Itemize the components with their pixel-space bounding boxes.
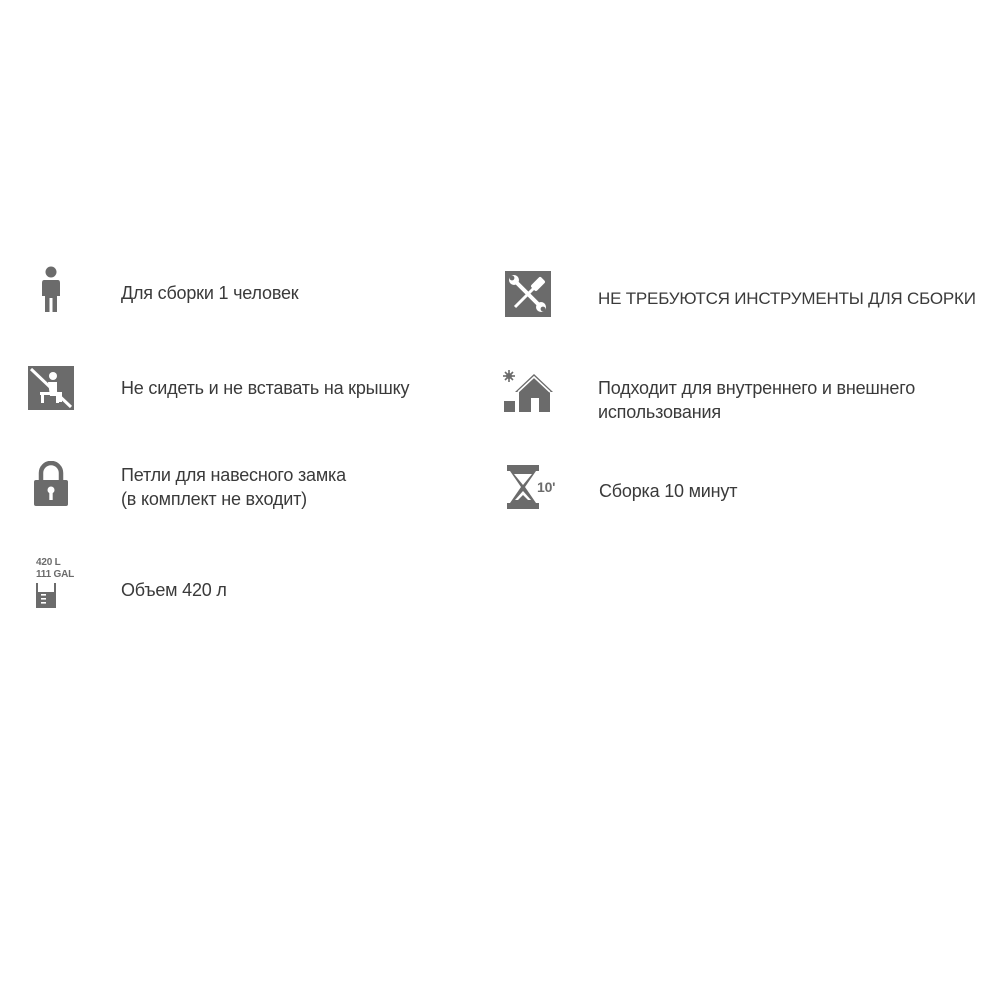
hourglass-minutes-value: 10' [537,479,556,495]
volume-liters-value: 420 L [36,557,61,568]
feature-no-sitting-text: Не сидеть и не вставать на крышку [121,378,410,398]
feature-no-tools-label [598,287,976,311]
feature-padlock-label [121,463,346,511]
feature-indoor-outdoor-text-2: использования [598,402,721,422]
hourglass-icon [506,464,540,510]
person-icon [38,266,64,314]
volume-liters-text [36,557,61,568]
feature-one-person-label [121,281,298,305]
feature-assembly-time-label [599,479,737,503]
no-sitting-icon [28,366,74,410]
feature-no-sitting-label [121,376,409,400]
no-tools-icon [505,271,551,317]
padlock-icon [33,461,69,507]
feature-volume-text: Объем 420 л [121,580,227,600]
house-sun-icon [501,368,555,414]
hourglass-minutes-text [537,479,555,495]
feature-one-person-text: Для сборки 1 человек [121,283,299,303]
feature-indoor-outdoor-label [598,376,915,424]
feature-no-tools-text: НЕ ТРЕБУЮТСЯ ИНСТРУМЕНТЫ ДЛЯ СБОРКИ [598,289,976,308]
feature-padlock-text-2: (в комплект не входит) [121,489,307,509]
volume-gallons-text [36,569,74,580]
volume-gallons-value: 111 GAL [36,569,75,580]
feature-padlock-text-1: Петли для навесного замка [121,465,346,485]
feature-assembly-time-text: Сборка 10 минут [599,481,738,501]
feature-volume-label [121,578,227,602]
feature-indoor-outdoor-text-1: Подходит для внутреннего и внешнего [598,378,916,398]
volume-icon [35,582,57,608]
